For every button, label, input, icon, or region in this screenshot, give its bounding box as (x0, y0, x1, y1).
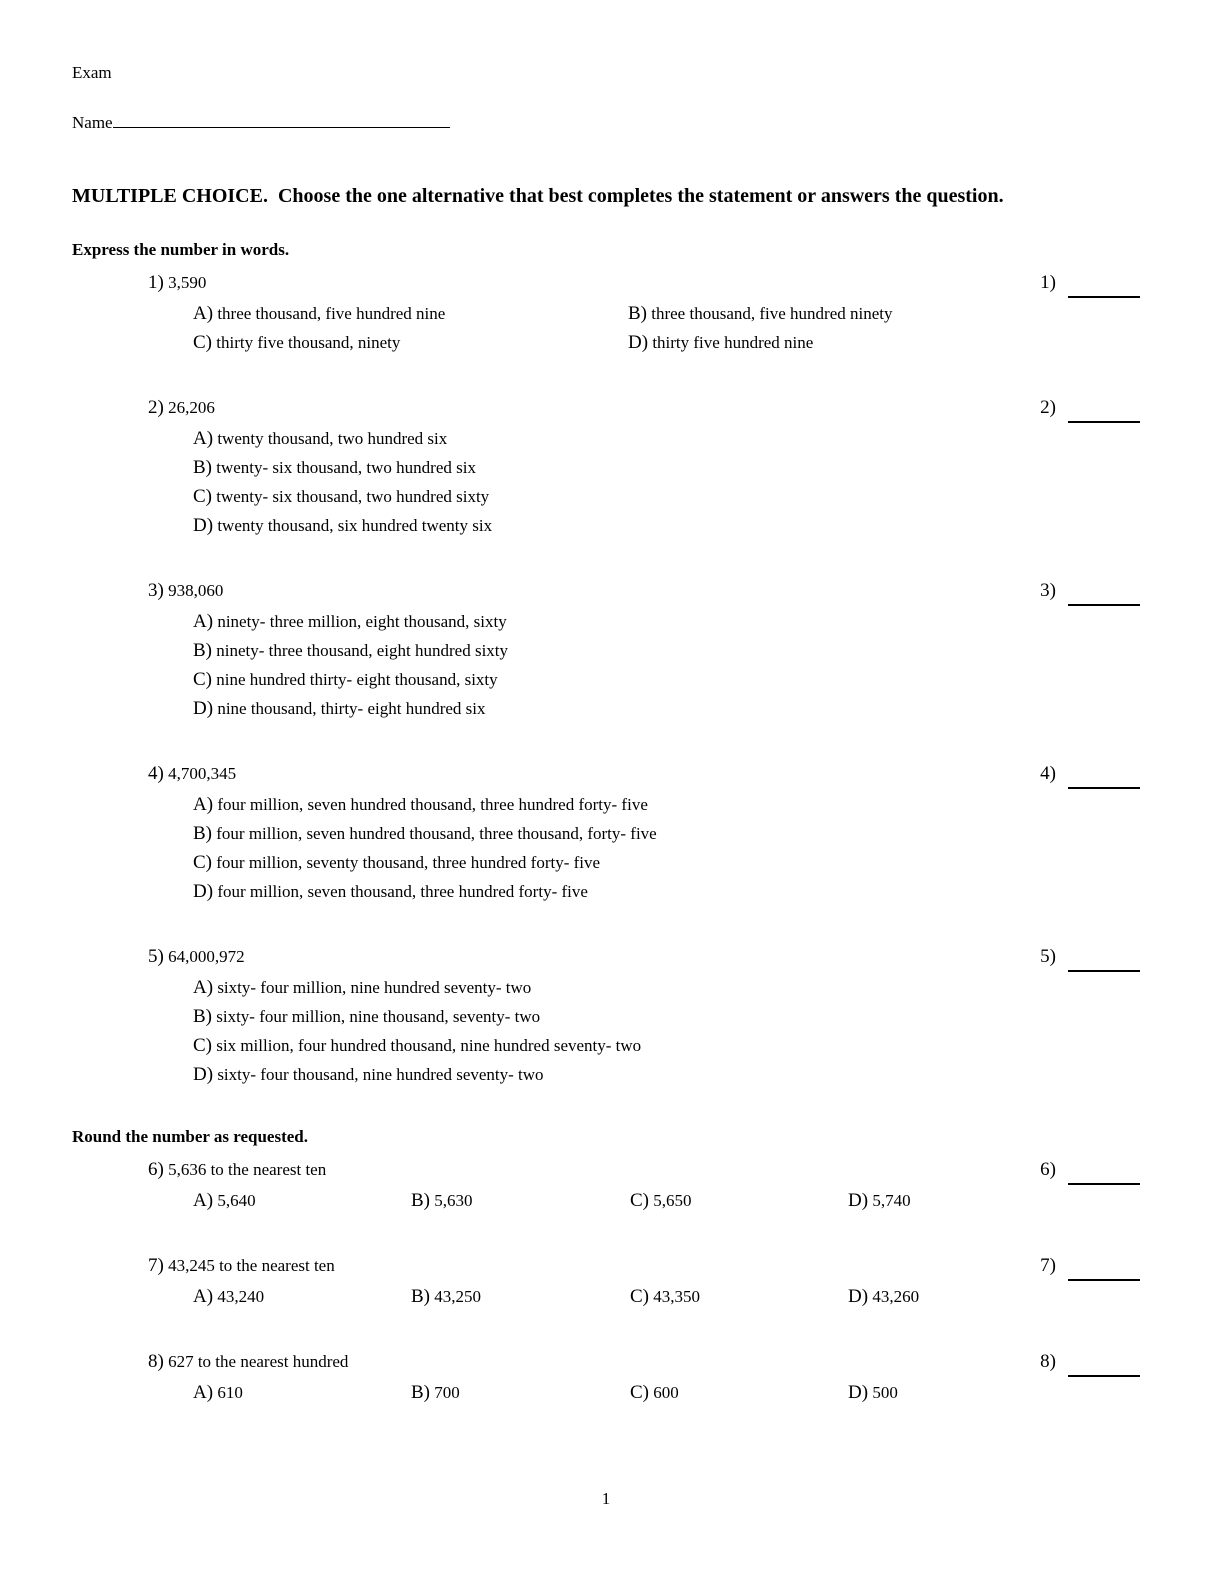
choice-label: C) (630, 1190, 649, 1212)
choice-text: sixty- four million, nine hundred seventy- two (217, 978, 532, 998)
choice-text: six million, four hundred thousand, nine hundred seventy- two (216, 1036, 642, 1056)
choice-text: 43,240 (217, 1287, 265, 1307)
choice (193, 1282, 411, 1311)
choice-label: B) (193, 1006, 212, 1028)
question-section (72, 238, 1140, 1089)
choice-text: twenty- six thousand, two hundred sixty (216, 487, 490, 507)
question-prompt: 43,245 to the nearest ten (168, 1256, 335, 1276)
answer-blank-line (1068, 1257, 1140, 1281)
choice-label: D) (193, 515, 214, 537)
choice-text: ninety- three million, eight thousand, sixty (217, 612, 507, 632)
choice-text: ninety- three thousand, eight hundred sixty (216, 641, 509, 661)
choice-text: sixty- four thousand, nine hundred seventy- two (217, 1065, 544, 1085)
question-prompt: 627 to the nearest hundred (168, 1352, 349, 1372)
choice-label: C) (193, 852, 212, 874)
choice-label: C) (193, 1035, 212, 1057)
answer-blank-line (1068, 1161, 1140, 1185)
choice (193, 1060, 1010, 1089)
choice (193, 299, 628, 328)
choice-text: thirty five thousand, ninety (216, 333, 401, 353)
question-number: 7) (148, 1255, 164, 1277)
choice-label: D) (193, 698, 214, 720)
question-header (72, 393, 1140, 422)
choice-text: nine hundred thirty- eight thousand, sixty (216, 670, 498, 690)
choices-group (72, 973, 1140, 1089)
choice-label: D) (193, 881, 214, 903)
answer-blank-line (1068, 582, 1140, 606)
name-blank-line (113, 112, 450, 128)
question-header (72, 268, 1140, 297)
question-header (72, 942, 1140, 971)
choice-text: 700 (434, 1383, 460, 1403)
answer-blank-line (1068, 399, 1140, 423)
choice (411, 1378, 630, 1407)
question-header (72, 1155, 1140, 1184)
answer-slot (1040, 942, 1140, 972)
question (72, 1155, 1140, 1215)
choice (193, 636, 1010, 665)
choice-text: four million, seven hundred thousand, three hundred forty- five (217, 795, 648, 815)
question (72, 1251, 1140, 1311)
question (72, 393, 1140, 540)
choice-label: A) (193, 1286, 214, 1308)
choice-text: 500 (872, 1383, 898, 1403)
choice-text: twenty thousand, two hundred six (217, 429, 448, 449)
choices-group (72, 1186, 1140, 1215)
choices-group (72, 790, 1140, 906)
answer-number: 7) (1040, 1255, 1056, 1277)
choice-text: 43,250 (434, 1287, 481, 1307)
answer-slot (1040, 1251, 1140, 1281)
answer-slot (1040, 1155, 1140, 1185)
choice-label: B) (193, 823, 212, 845)
choices-group (72, 299, 1140, 357)
choices-group (72, 607, 1140, 723)
answer-number: 6) (1040, 1159, 1056, 1181)
choice-label: A) (193, 611, 214, 633)
answer-number: 1) (1040, 272, 1056, 294)
choice-text: twenty- six thousand, two hundred six (216, 458, 476, 478)
answer-number: 4) (1040, 763, 1056, 785)
choice-text: 5,640 (217, 1191, 256, 1211)
choice (630, 1186, 848, 1215)
question-prompt: 3,590 (168, 273, 207, 293)
choice-label: A) (193, 977, 214, 999)
choice-label: B) (411, 1382, 430, 1404)
answer-number: 2) (1040, 397, 1056, 419)
choice (193, 973, 1010, 1002)
question-header (72, 1347, 1140, 1376)
exam-title: Exam (72, 63, 112, 82)
choice (848, 1282, 1010, 1311)
answer-blank-line (1068, 274, 1140, 298)
question-header (72, 576, 1140, 605)
answer-blank-line (1068, 948, 1140, 972)
choice-label: D) (848, 1190, 869, 1212)
answer-slot (1040, 393, 1140, 423)
question-section (72, 1125, 1140, 1407)
choice-text: three thousand, five hundred nine (217, 304, 446, 324)
question (72, 576, 1140, 723)
choice-label: B) (628, 303, 647, 325)
question-prompt: 938,060 (168, 581, 224, 601)
question-header (72, 1251, 1140, 1280)
choice-label: C) (193, 669, 212, 691)
choice-text: four million, seventy thousand, three hundred forty- five (216, 853, 601, 873)
section-title: Round the number as requested. (72, 1127, 308, 1147)
choice (193, 877, 1010, 906)
choice-text: twenty thousand, six hundred twenty six (217, 516, 493, 536)
instructions-heading: MULTIPLE CHOICE. Choose the one alternative that best completes the statement or answers the question. (72, 185, 1004, 208)
question (72, 1347, 1140, 1407)
answer-number: 8) (1040, 1351, 1056, 1373)
choice-label: D) (628, 332, 649, 354)
choices-group (72, 1378, 1140, 1407)
choice (193, 328, 628, 357)
question-number: 4) (148, 763, 164, 785)
section-title: Express the number in words. (72, 240, 290, 260)
choice (193, 607, 1010, 636)
question (72, 759, 1140, 906)
choice-text: four million, seven hundred thousand, three thousand, forty- five (216, 824, 657, 844)
choice-text: sixty- four million, nine thousand, seventy- two (216, 1007, 541, 1027)
choice-text: 600 (653, 1383, 679, 1403)
choice-label: C) (193, 486, 212, 508)
choice (193, 665, 1010, 694)
question-number: 1) (148, 272, 164, 294)
choice-text: 5,650 (653, 1191, 692, 1211)
choice (193, 453, 1010, 482)
choice-label: A) (193, 1382, 214, 1404)
choice (193, 819, 1010, 848)
answer-blank-line (1068, 1353, 1140, 1377)
choice (848, 1378, 1010, 1407)
choice-text: nine thousand, thirty- eight hundred six (217, 699, 486, 719)
question (72, 268, 1140, 357)
question-prompt: 4,700,345 (168, 764, 237, 784)
choice (193, 482, 1010, 511)
choice-label: A) (193, 303, 214, 325)
choice-label: A) (193, 794, 214, 816)
answer-blank-line (1068, 765, 1140, 789)
choice (193, 848, 1010, 877)
choice-label: A) (193, 1190, 214, 1212)
choice (193, 424, 1010, 453)
choice-label: D) (193, 1064, 214, 1086)
answer-slot (1040, 268, 1140, 298)
answer-number: 5) (1040, 946, 1056, 968)
choice (630, 1378, 848, 1407)
choice-label: C) (630, 1286, 649, 1308)
question-prompt: 64,000,972 (168, 947, 245, 967)
question-prompt: 26,206 (168, 398, 215, 418)
choice-text: 610 (217, 1383, 243, 1403)
question-prompt: 5,636 to the nearest ten (168, 1160, 327, 1180)
choice-label: D) (848, 1286, 869, 1308)
answer-slot (1040, 1347, 1140, 1377)
question-number: 3) (148, 580, 164, 602)
answer-slot (1040, 576, 1140, 606)
choice-label: B) (193, 457, 212, 479)
question (72, 942, 1140, 1089)
choices-group (72, 424, 1140, 540)
choice (193, 694, 1010, 723)
choice-text: thirty five hundred nine (652, 333, 814, 353)
choice (630, 1282, 848, 1311)
choice-text: 5,740 (872, 1191, 911, 1211)
question-number: 8) (148, 1351, 164, 1373)
sections (72, 238, 1140, 1407)
choice (848, 1186, 1010, 1215)
answer-number: 3) (1040, 580, 1056, 602)
answer-slot (1040, 759, 1140, 789)
choice (193, 1002, 1010, 1031)
name-label: Name (72, 113, 113, 133)
choice-label: B) (193, 640, 212, 662)
choice (193, 1378, 411, 1407)
choice-text: four million, seven thousand, three hundred forty- five (217, 882, 588, 902)
choice (411, 1186, 630, 1215)
choice (193, 1031, 1010, 1060)
question-header (72, 759, 1140, 788)
choice-label: A) (193, 428, 214, 450)
question-number: 2) (148, 397, 164, 419)
choice-text: 5,630 (434, 1191, 473, 1211)
choice-text: three thousand, five hundred ninety (651, 304, 893, 324)
choice (193, 790, 1010, 819)
choice-label: D) (848, 1382, 869, 1404)
question-number: 5) (148, 946, 164, 968)
choices-group (72, 1282, 1140, 1311)
choice (628, 328, 1010, 357)
choice-text: 43,260 (872, 1287, 920, 1307)
page-number: 1 (601, 1489, 611, 1508)
choice-label: C) (630, 1382, 649, 1404)
choice-label: B) (411, 1286, 430, 1308)
choice (193, 1186, 411, 1215)
question-number: 6) (148, 1159, 164, 1181)
choice (628, 299, 1010, 328)
choice (411, 1282, 630, 1311)
choice-label: C) (193, 332, 212, 354)
choice-label: B) (411, 1190, 430, 1212)
choice-text: 43,350 (653, 1287, 700, 1307)
choice (193, 511, 1010, 540)
name-row (72, 112, 1140, 134)
